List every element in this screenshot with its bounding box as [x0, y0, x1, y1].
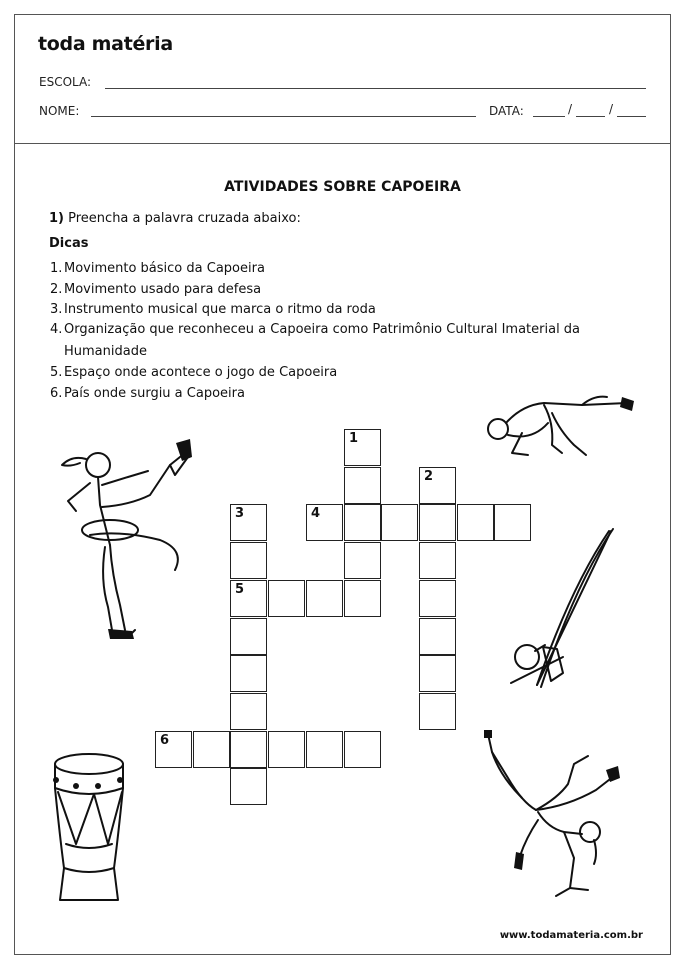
- brand-logo: toda matéria: [38, 33, 173, 55]
- header-divider: [14, 143, 671, 144]
- crossword-cell[interactable]: [344, 429, 381, 466]
- clue-item: 2. Movimento usado para defesa: [50, 282, 262, 297]
- date-day-field[interactable]: [533, 116, 565, 117]
- crossword-cell[interactable]: [419, 618, 456, 655]
- date-month-field[interactable]: [576, 116, 605, 117]
- crossword-cell[interactable]: [230, 504, 267, 541]
- hints-heading: Dicas: [49, 236, 89, 251]
- clue-item: 5. Espaço onde acontece o jogo de Capoeira: [50, 365, 338, 380]
- clue-number: 4: [311, 506, 321, 521]
- capoeira-acrobat-icon: [482, 383, 637, 463]
- clue-item: 6. País onde surgiu a Capoeira: [50, 386, 245, 401]
- crossword-cell[interactable]: [230, 618, 267, 655]
- name-label: NOME:: [39, 104, 80, 118]
- crossword-cell[interactable]: [419, 467, 456, 504]
- question-1: [49, 211, 301, 226]
- crossword-cell[interactable]: [419, 580, 456, 617]
- date-separator: /: [568, 102, 573, 116]
- capoeira-kicker-icon: [50, 435, 200, 645]
- name-field[interactable]: [91, 116, 476, 117]
- crossword-cell[interactable]: [344, 731, 381, 768]
- clue-item: 3. Instrumento musical que marca o ritmo da roda: [50, 302, 376, 317]
- crossword-cell[interactable]: [306, 580, 343, 617]
- clue-number: 6: [160, 733, 170, 748]
- crossword-cell[interactable]: [381, 504, 418, 541]
- crossword-cell[interactable]: [230, 731, 267, 768]
- crossword-cell[interactable]: [344, 580, 381, 617]
- crossword-cell[interactable]: [268, 580, 305, 617]
- date-separator: /: [609, 102, 614, 116]
- clue-item: 1. Movimento básico da Capoeira: [50, 261, 265, 276]
- crossword-cell[interactable]: [419, 504, 456, 541]
- question-number: 1): [49, 211, 64, 226]
- date-label: DATA:: [489, 104, 524, 118]
- atabaque-drum-icon: [46, 748, 132, 906]
- school-label: ESCOLA:: [39, 75, 92, 89]
- crossword-cell[interactable]: [419, 655, 456, 692]
- crossword-cell[interactable]: [268, 731, 305, 768]
- clue-number: 1: [349, 431, 359, 446]
- clue-number: 3: [235, 506, 245, 521]
- crossword-cell[interactable]: [155, 731, 192, 768]
- clue-item: Humanidade: [64, 344, 147, 359]
- crossword-cell[interactable]: [230, 693, 267, 730]
- page-title: ATIVIDADES SOBRE CAPOEIRA: [224, 179, 461, 195]
- capoeira-handstand-icon: [478, 728, 628, 903]
- crossword-cell[interactable]: [306, 504, 343, 541]
- crossword-cell[interactable]: [419, 542, 456, 579]
- crossword-cell[interactable]: [230, 768, 267, 805]
- berimbau-icon: [505, 525, 620, 695]
- crossword-cell[interactable]: [230, 580, 267, 617]
- crossword-cell[interactable]: [230, 655, 267, 692]
- question-text: Preencha a palavra cruzada abaixo:: [68, 211, 301, 226]
- crossword-cell[interactable]: [344, 504, 381, 541]
- clue-number: 5: [235, 582, 245, 597]
- crossword-cell[interactable]: [193, 731, 230, 768]
- crossword-cell[interactable]: [457, 504, 494, 541]
- school-field[interactable]: [105, 88, 646, 89]
- crossword-cell[interactable]: [344, 542, 381, 579]
- crossword-cell[interactable]: [419, 693, 456, 730]
- crossword-cell[interactable]: [230, 542, 267, 579]
- crossword-cell[interactable]: [344, 467, 381, 504]
- clue-number: 2: [424, 469, 434, 484]
- clue-item: 4. Organização que reconheceu a Capoeira como Patrimônio Cultural Imaterial da: [50, 322, 581, 337]
- footer-url[interactable]: www.todamateria.com.br: [499, 930, 643, 941]
- date-year-field[interactable]: [617, 116, 646, 117]
- crossword-cell[interactable]: [306, 731, 343, 768]
